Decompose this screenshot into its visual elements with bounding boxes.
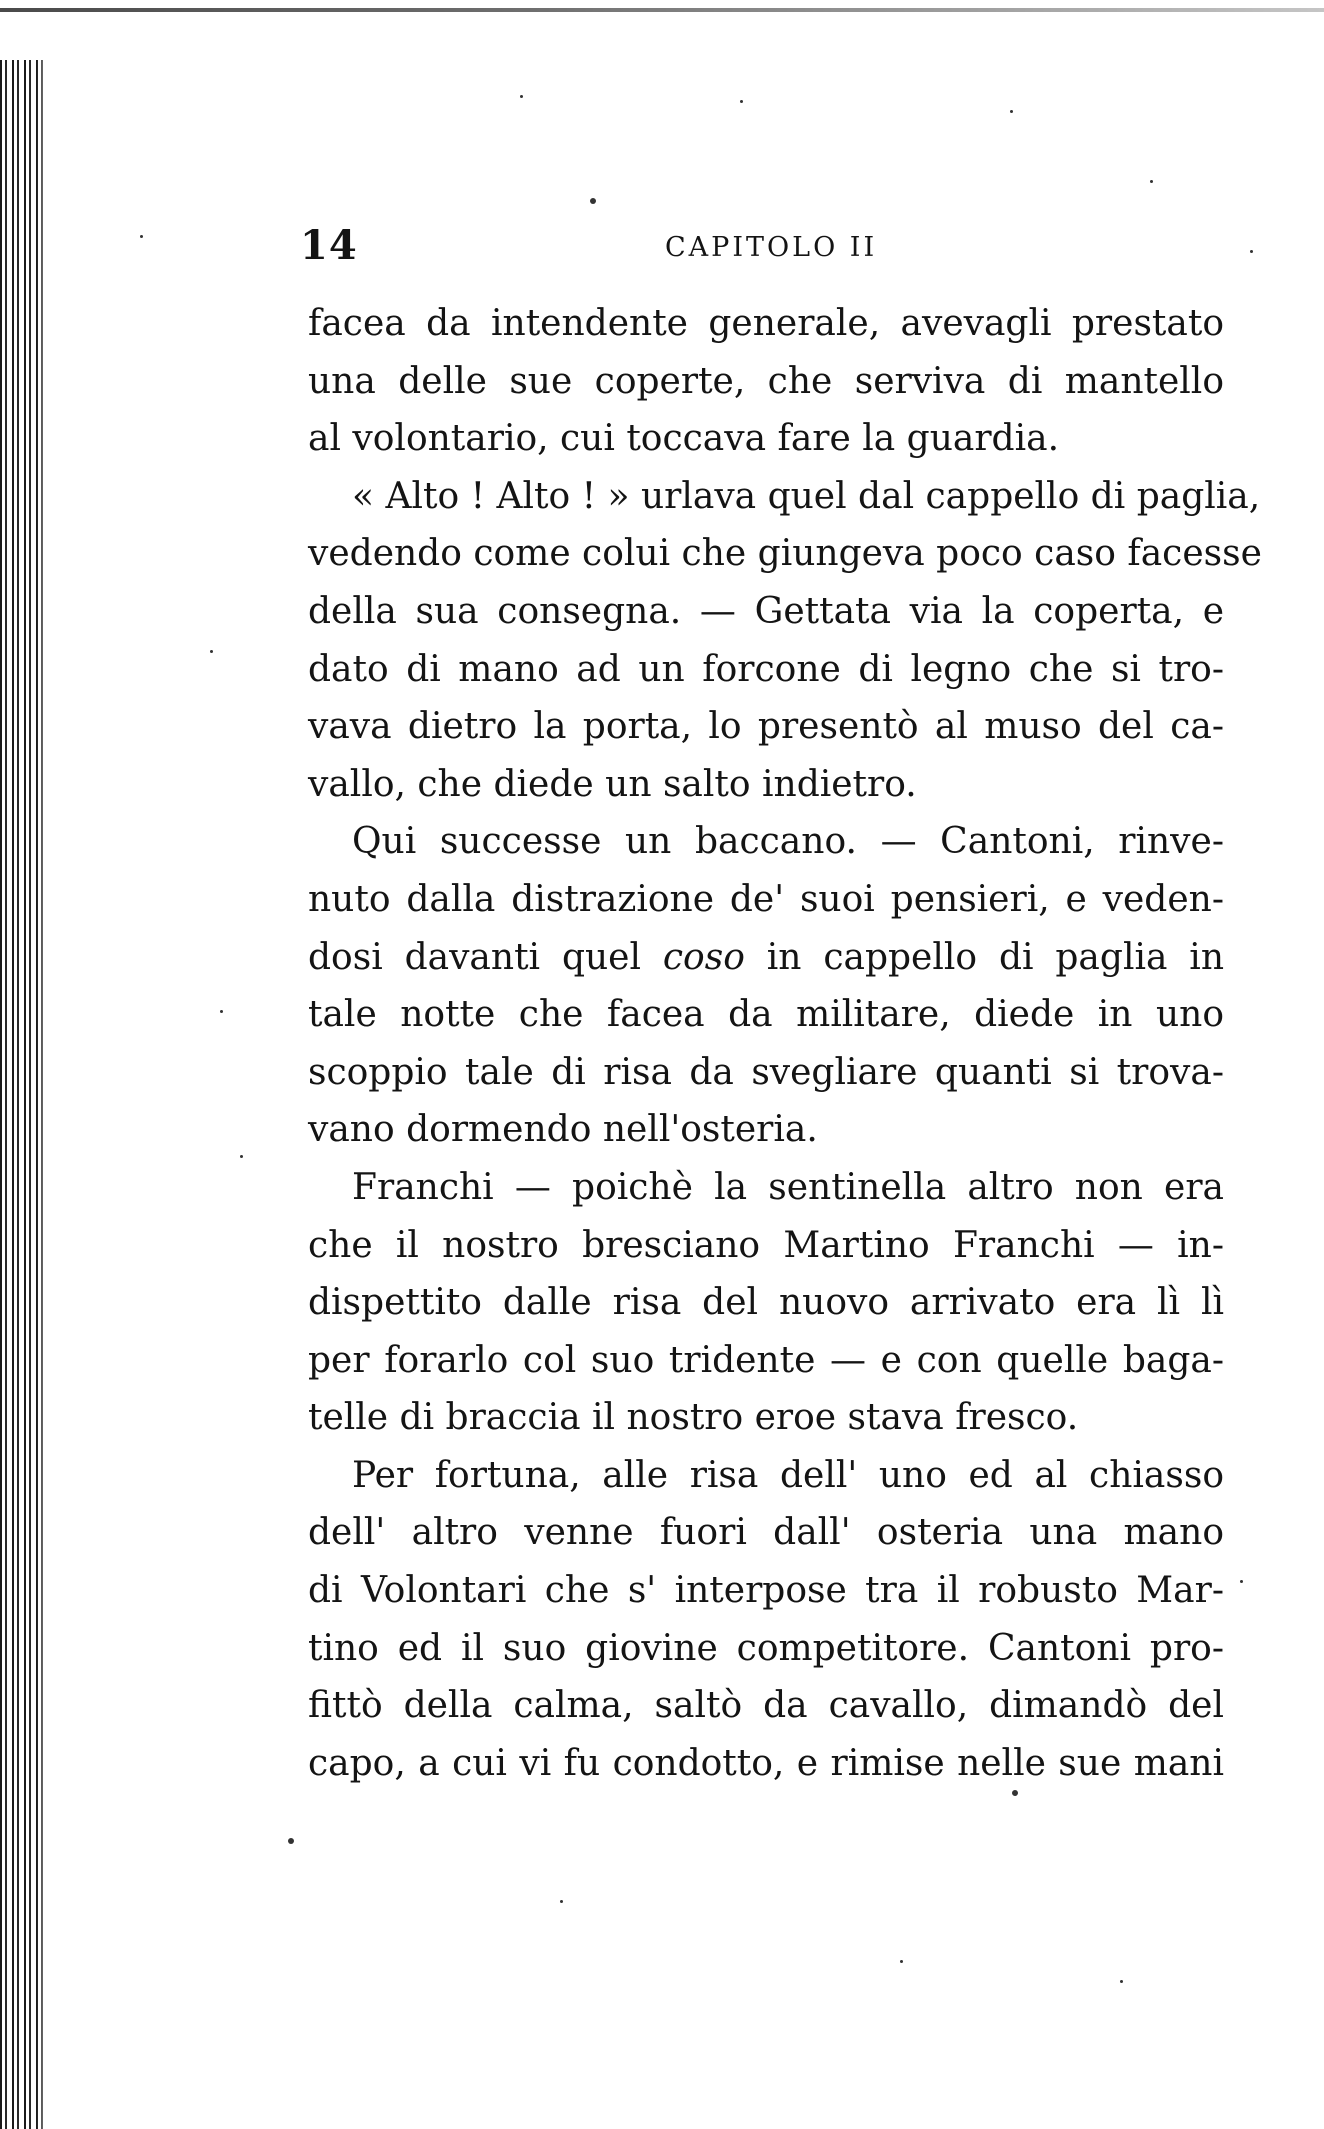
scan-speck (140, 235, 143, 238)
text-line: Per fortuna, alle risa dell' uno ed al chiasso (352, 1454, 1224, 1496)
scan-speck (1120, 1980, 1123, 1983)
body-text (308, 295, 1262, 1792)
scan-speck (900, 1960, 903, 1963)
scan-speck (220, 1010, 223, 1013)
text-line: tale notte che facea da militare, diede in uno (308, 994, 1224, 1036)
text-line: fittò della calma, saltò da cavallo, dimandò del (308, 1685, 1224, 1727)
scan-speck (1010, 110, 1013, 113)
text-line: per forarlo col suo tridente — e con quelle baga- (308, 1339, 1224, 1381)
spine-fade (0, 60, 60, 2129)
text-line: che il nostro bresciano Martino Franchi — in- (308, 1224, 1224, 1266)
text-line: una delle sue coperte, che serviva di mantello (308, 360, 1224, 402)
text-line: scoppio tale di risa da svegliare quanti si trova- (308, 1051, 1224, 1093)
running-header (300, 222, 1240, 272)
text-line: al volontario, cui toccava fare la guardia. (308, 418, 1060, 460)
text-line: capo, a cui vi fu condotto, e rimise nelle sue mani (308, 1742, 1224, 1784)
scan-top-edge (0, 8, 1324, 12)
scan-speck (520, 95, 523, 98)
italic-word: coso (662, 936, 745, 978)
text-line: nuto dalla distrazione de' suoi pensieri, e veden- (308, 878, 1224, 920)
text-line: dispettito dalle risa del nuovo arrivato era lì lì (308, 1282, 1224, 1324)
scan-speck (590, 198, 596, 204)
text-line: dell' altro venne fuori dall' osteria una mano (308, 1512, 1224, 1554)
text-line: vedendo come colui che giungeva poco caso facesse (308, 533, 1262, 575)
text-line: dato di mano ad un forcone di legno che si tro- (308, 648, 1224, 690)
text-line: telle di braccia il nostro eroe stava fresco. (308, 1397, 1079, 1439)
running-title: CAPITOLO II (665, 232, 878, 263)
scan-speck (740, 100, 743, 103)
scan-speck (288, 1838, 294, 1844)
text-line: facea da intendente generale, avevagli prestato (308, 303, 1224, 344)
scan-speck (1150, 180, 1153, 183)
scan-speck (560, 1900, 563, 1903)
text-line: della sua consegna. — Gettata via la coperta, e (308, 590, 1224, 632)
text-line: di Volontari che s' interpose tra il robusto Mar- (308, 1570, 1224, 1612)
text-line: Franchi — poichè la sentinella altro non era (352, 1166, 1224, 1208)
text-line: tino ed il suo giovine competitore. Cantoni pro- (308, 1627, 1224, 1669)
text-line: « Alto ! Alto ! » urlava quel dal cappello di paglia, (352, 475, 1261, 517)
scan-speck (240, 1155, 243, 1158)
text-line: Qui successe un baccano. — Cantoni, rinve- (352, 821, 1224, 863)
text-line: vava dietro la porta, lo presentò al muso del ca- (308, 706, 1224, 748)
page-number: 14 (300, 222, 358, 269)
text-line: vano dormendo nell'osteria. (308, 1109, 818, 1151)
scan-speck (1240, 1580, 1243, 1583)
scan-speck (210, 650, 213, 653)
text-line: vallo, che diede un salto indietro. (308, 763, 917, 805)
text-line: dosi davanti quel coso in cappello di paglia in (308, 936, 1225, 978)
scan-speck (1250, 250, 1253, 253)
